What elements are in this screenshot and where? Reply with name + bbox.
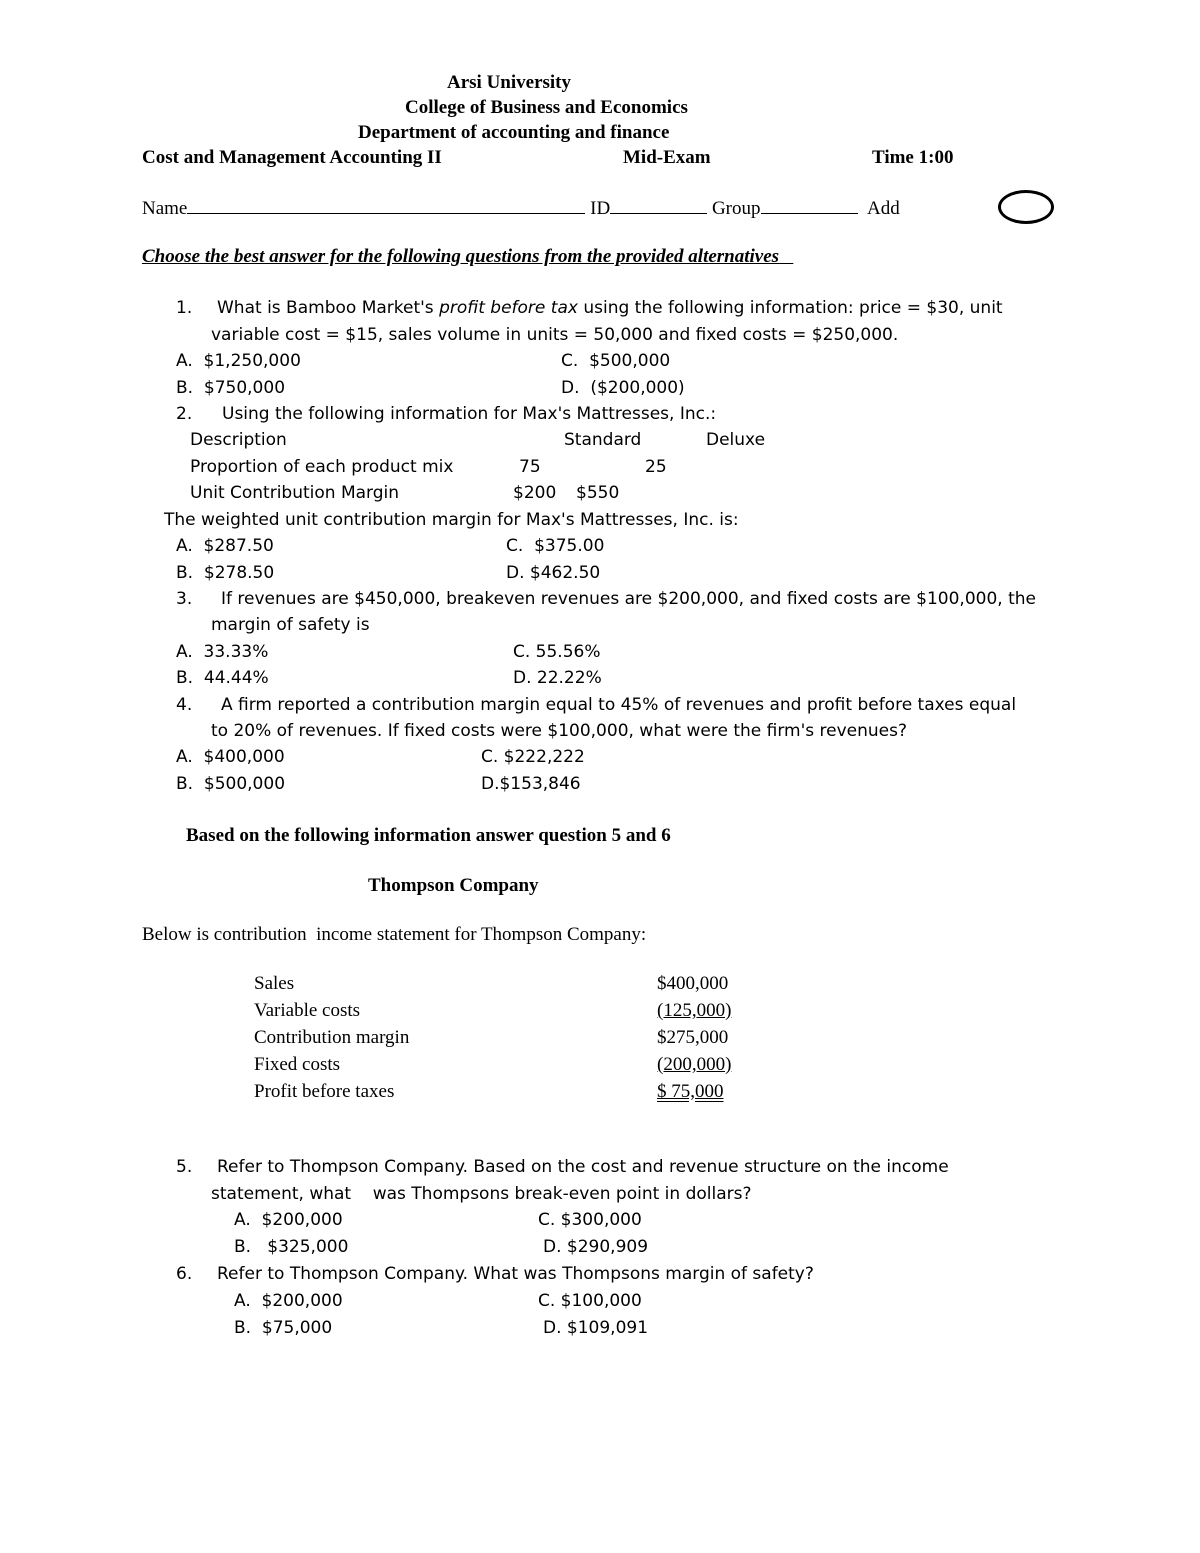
q2-row1-standard: 75 [519, 457, 541, 477]
q2-option-c[interactable]: C. $375.00 [506, 536, 605, 556]
department-title: Department of accounting and finance [358, 122, 670, 143]
add-label: Add [867, 198, 900, 219]
company-title: Thompson Company [368, 875, 539, 896]
q2-option-d[interactable]: D. $462.50 [506, 563, 601, 583]
q2-table-header-deluxe: Deluxe [706, 430, 766, 450]
q4-option-d[interactable]: D.$153,846 [481, 774, 581, 794]
statement-value-fixed-costs: (200,000) [657, 1054, 732, 1075]
exam-time: Time 1:00 [872, 147, 954, 168]
q3-option-c[interactable]: C. 55.56% [513, 642, 601, 662]
q2-option-a[interactable]: A. $287.50 [176, 536, 274, 556]
q3-line2: margin of safety is [211, 615, 370, 635]
q4-line2: to 20% of revenues. If fixed costs were $100,000, what were the firm's revenues? [211, 721, 907, 741]
q3-line1: If revenues are $450,000, breakeven revenues are $200,000, and fixed costs are $100,000, the [221, 589, 1036, 609]
q4-option-c[interactable]: C. $222,222 [481, 747, 585, 767]
student-info-row [142, 196, 900, 220]
group-field[interactable] [761, 196, 858, 214]
course-title: Cost and Management Accounting II [142, 147, 442, 168]
q2-row1-deluxe: 25 [645, 457, 667, 477]
instruction: Choose the best answer for the following questions from the provided alternatives [142, 246, 780, 267]
q1-option-b[interactable]: B. $750,000 [176, 378, 286, 398]
exam-type: Mid-Exam [623, 147, 711, 168]
group-label: Group [711, 198, 761, 219]
section-heading: Based on the following information answer question 5 and 6 [186, 825, 671, 846]
q5-option-a[interactable]: A. $200,000 [234, 1210, 343, 1230]
statement-label-contribution-margin: Contribution margin [254, 1027, 410, 1048]
q2-stem: The weighted unit contribution margin for Max's Mattresses, Inc. is: [164, 510, 739, 530]
q2-row2-standard: $200 [513, 483, 557, 503]
statement-intro: Below is contribution income statement for Thompson Company: [142, 924, 647, 945]
statement-label-sales: Sales [254, 973, 295, 994]
id-label: ID [590, 198, 611, 219]
q4-option-b[interactable]: B. $500,000 [176, 774, 286, 794]
q5-number: 5. [176, 1157, 193, 1177]
q1-option-c[interactable]: C. $500,000 [561, 351, 671, 371]
q5-option-c[interactable]: C. $300,000 [538, 1210, 642, 1230]
q2-row2-label: Unit Contribution Margin [190, 483, 400, 503]
q6-option-d[interactable]: D. $109,091 [543, 1318, 649, 1338]
statement-value-sales: $400,000 [657, 973, 729, 994]
q6-line1: Refer to Thompson Company. What was Thompsons margin of safety? [217, 1264, 814, 1284]
q1-line2: variable cost = $15, sales volume in units = 50,000 and fixed costs = $250,000. [211, 325, 899, 345]
q4-number: 4. [176, 695, 193, 715]
college-title: College of Business and Economics [405, 97, 688, 118]
q6-option-a[interactable]: A. $200,000 [234, 1291, 343, 1311]
statement-value-profit: $ 75,000 [657, 1081, 724, 1102]
id-field[interactable] [610, 196, 707, 214]
q5-line2: statement, what was Thompsons break-even point in dollars? [211, 1184, 752, 1204]
q1-option-d[interactable]: D. ($200,000) [561, 378, 685, 398]
q3-number: 3. [176, 589, 193, 609]
q3-option-b[interactable]: B. 44.44% [176, 668, 269, 688]
q4-line1: A firm reported a contribution margin equal to 45% of revenues and profit before taxes equal [221, 695, 1017, 715]
q1-number: 1. [176, 298, 193, 318]
statement-value-contribution-margin: $275,000 [657, 1027, 729, 1048]
q4-option-a[interactable]: A. $400,000 [176, 747, 285, 767]
q2-table-header-description: Description [190, 430, 287, 450]
q6-option-c[interactable]: C. $100,000 [538, 1291, 642, 1311]
name-field[interactable] [187, 196, 585, 214]
statement-label-fixed-costs: Fixed costs [254, 1054, 341, 1075]
q5-option-b[interactable]: B. $325,000 [234, 1237, 349, 1257]
statement-label-variable-costs: Variable costs [254, 1000, 361, 1021]
q2-row1-label: Proportion of each product mix [190, 457, 454, 477]
q2-row2-deluxe: $550 [576, 483, 620, 503]
q6-option-b[interactable]: B. $75,000 [234, 1318, 333, 1338]
q2-option-b[interactable]: B. $278.50 [176, 563, 275, 583]
q1-option-a[interactable]: A. $1,250,000 [176, 351, 301, 371]
q3-option-a[interactable]: A. 33.33% [176, 642, 269, 662]
q2-table-header-standard: Standard [564, 430, 642, 450]
statement-label-profit: Profit before taxes [254, 1081, 395, 1102]
q5-line1: Refer to Thompson Company. Based on the cost and revenue structure on the income [217, 1157, 949, 1177]
name-label: Name [142, 198, 188, 219]
q6-number: 6. [176, 1264, 193, 1284]
q3-option-d[interactable]: D. 22.22% [513, 668, 602, 688]
q1-line1: What is Bamboo Market's profit before tax using the following information: price = $30, unit [217, 298, 1003, 318]
add-oval-box[interactable] [998, 190, 1054, 224]
q2-number: 2. [176, 404, 193, 424]
q2-line1: Using the following information for Max's Mattresses, Inc.: [222, 404, 717, 424]
university-title: Arsi University [447, 72, 572, 93]
statement-value-variable-costs: (125,000) [657, 1000, 732, 1021]
q5-option-d[interactable]: D. $290,909 [543, 1237, 649, 1257]
